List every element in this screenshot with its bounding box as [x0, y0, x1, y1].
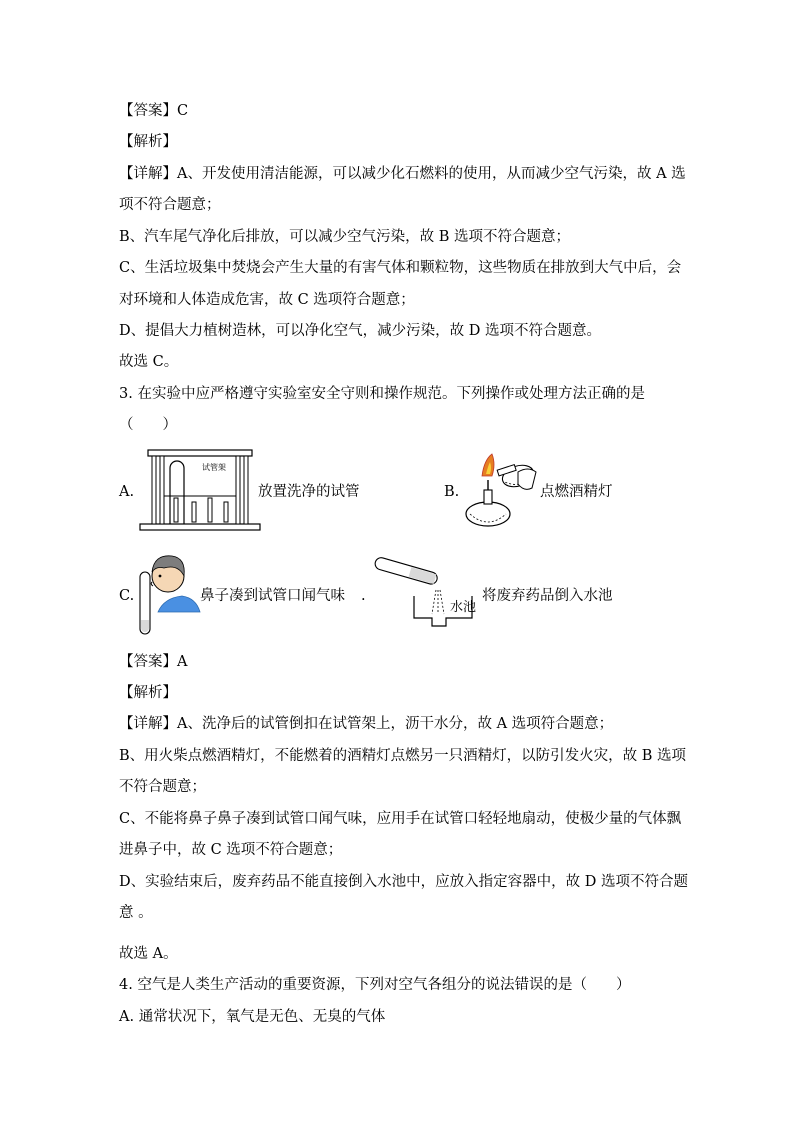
detail-b-line: B、汽车尾气净化后排放，可以减少空气污染，故 B 选项不符合题意； [119, 229, 571, 245]
test-tube-rack-figure [136, 446, 264, 536]
alcohol-lamp-figure [462, 450, 548, 532]
detail-a-line-2: 项不符合题意； [119, 197, 221, 213]
option-d-text: 将废弃药品倒入水池 [482, 588, 613, 604]
detail-c-line-1: C、不能将鼻子鼻子凑到试管口闻气味，应用手在试管口轻轻地扇动，使极少量的气体飘 [119, 811, 682, 827]
detail-d-line-2: 意 。 [119, 905, 153, 921]
analysis-heading: 【解析】 [119, 685, 177, 701]
answer-parentheses: （ ） [119, 417, 177, 433]
option-d-letter: . [361, 588, 366, 604]
rack-label: 试管架 [202, 463, 226, 472]
detail-d-line: D、提倡大力植树造林，可以净化空气，减少污染，故 D 选项不符合题意。 [119, 323, 601, 339]
option-c-text: 鼻子凑到试管口闻气味 [200, 588, 345, 604]
option-c-letter: C. [119, 588, 135, 604]
answer-line: 【答案】C [119, 103, 189, 119]
smelling-test-tube-figure [134, 550, 204, 640]
answer-line: 【答案】A [119, 654, 188, 670]
option-b-letter: B. [444, 484, 460, 500]
detail-b-line-1: B、用火柴点燃酒精灯，不能燃着的酒精灯点燃另一只酒精灯，以防引发火灾，故 B 选项 [119, 748, 687, 764]
option-a-letter: A. [119, 484, 135, 500]
sink-label: 水池 [450, 600, 477, 615]
detail-a-line: 【详解】A、洗净后的试管倒扣在试管架上，沥干水分，故 A 选项符合题意； [119, 716, 614, 732]
detail-a-line-1: 【详解】A、开发使用清洁能源，可以减少化石燃料的使用，从而减少空气污染，故 A 选 [119, 166, 686, 182]
detail-c-line-2: 进鼻子中，故 C 选项不符合题意； [119, 842, 343, 858]
detail-b-line-2: 不符合题意； [119, 779, 206, 795]
detail-d-line-1: D、实验结束后，废弃药品不能直接倒入水池中，应放入指定容器中，故 D 选项不符合题 [119, 874, 688, 890]
conclusion-line: 故选 C。 [119, 354, 179, 370]
conclusion-line: 故选 A。 [119, 946, 178, 962]
detail-c-line-2: 对环境和人体造成危害，故 C 选项符合题意； [119, 292, 415, 308]
question-4-stem: 4. 空气是人类生产活动的重要资源，下列对空气各组分的说法错误的是（ ） [119, 977, 631, 993]
analysis-heading: 【解析】 [119, 134, 177, 150]
option-b-text: 点燃酒精灯 [540, 484, 613, 500]
detail-c-line-1: C、生活垃圾集中焚烧会产生大量的有害气体和颗粒物，这些物质在排放到大气中后，会 [119, 260, 682, 276]
question-3-stem: 3. 在实验中应严格遵守实验室安全守则和操作规范。下列操作或处理方法正确的是 [119, 386, 645, 402]
question-4-option-a: A. 通常状况下，氧气是无色、无臭的气体 [119, 1009, 386, 1025]
option-a-text: 放置洗净的试管 [258, 484, 360, 500]
sink-pouring-figure [370, 554, 480, 634]
